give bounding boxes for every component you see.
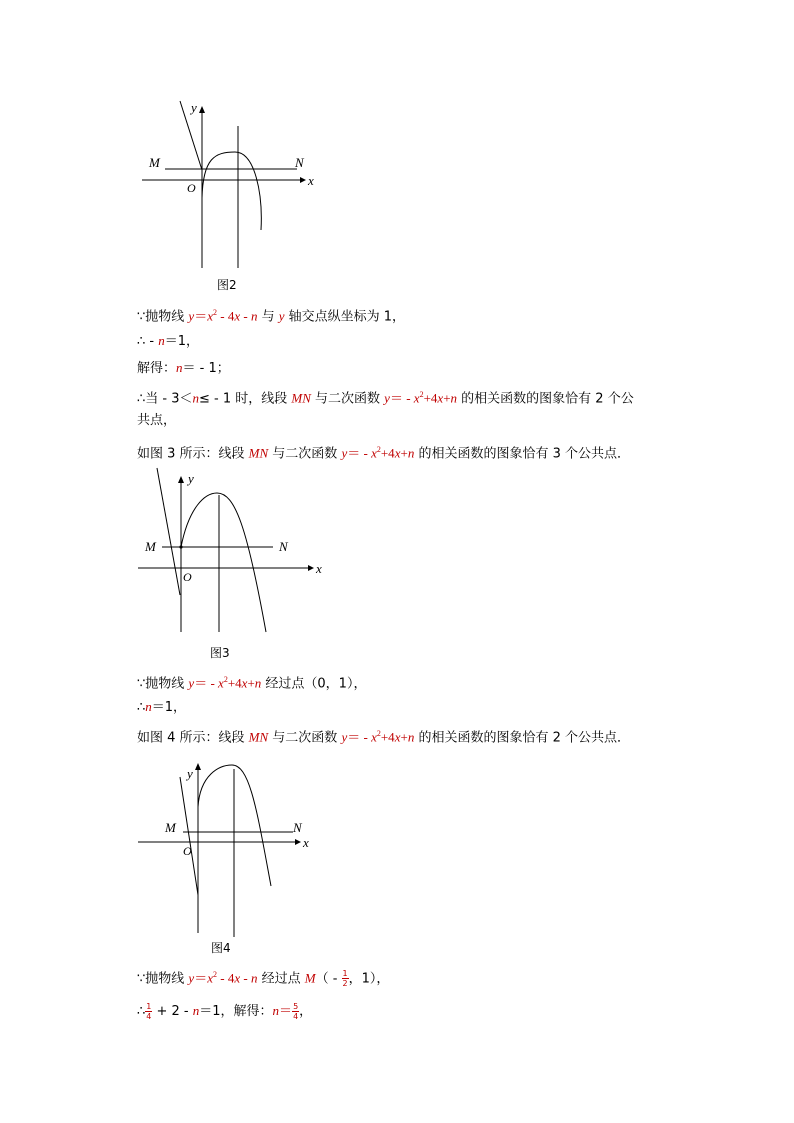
figure-4	[135, 755, 335, 937]
steep-line	[180, 777, 198, 895]
x-axis-arrow-icon	[295, 839, 301, 845]
text-line-9: ∵抛物线 $y=x^2 - 4x - n$ 经过点 M（ - $\frac{1}{2}$ ，1），	[137, 969, 390, 989]
figure-2-graph	[135, 98, 325, 273]
figure-2-caption: 图2	[217, 278, 237, 292]
label-n: N	[295, 155, 304, 170]
text-line-5: 如图 3 所示：线段 MN 与二次函数 $y= - x^2+4x+n$ 的相关函数的图象恰有 3 个公共点．	[137, 445, 630, 462]
label-origin: O	[187, 181, 196, 195]
label-y: y	[187, 766, 193, 781]
text-line-4: ∴当 - 3＜n≤ - 1 时，线段 MN 与二次函数 $y= - x^2+4x+n$ 的相关函数的图象恰有 2 个公	[137, 390, 634, 407]
label-origin: O	[183, 570, 192, 584]
fraction-one-quarter: $\frac{1}{4}$	[146, 1002, 152, 1021]
figure-3-graph	[135, 465, 335, 637]
figure-4-graph	[135, 755, 335, 937]
y-axis-arrow-icon	[195, 763, 201, 770]
label-origin: O	[183, 844, 192, 858]
text-line-4-cont: 共点，	[137, 413, 177, 428]
label-m: M	[165, 820, 176, 835]
label-y: y	[191, 100, 197, 115]
text-line-6: ∵抛物线 $y= - x^2+4x+n$ 经过点（0，1），	[137, 675, 367, 692]
fraction-one-half: $\frac{1}{2}$	[342, 969, 348, 989]
x-axis-arrow-icon	[300, 177, 306, 183]
intersection-point	[179, 545, 182, 548]
label-m: M	[149, 155, 160, 170]
text-line-3: 解得：n＝ - 1；	[137, 360, 230, 376]
text-line-8: 如图 4 所示：线段 MN 与二次函数 $y= - x^2+4x+n$ 的相关函数的图象恰有 2 个公共点．	[137, 729, 630, 746]
text-line-7: ∴n＝1，	[137, 699, 187, 715]
label-n: N	[293, 820, 302, 835]
figure-3	[135, 465, 335, 637]
y-axis-arrow-icon	[199, 106, 205, 113]
label-y: y	[188, 471, 194, 486]
text-line-2: ∴ - n＝1，	[137, 333, 200, 349]
label-x: x	[303, 835, 309, 850]
figure-4-caption: 图4	[211, 941, 231, 955]
label-m: M	[145, 539, 156, 554]
label-x: x	[308, 173, 314, 188]
label-x: x	[316, 561, 322, 576]
fraction-five-quarters: $\frac{5}{4}$	[293, 1002, 299, 1021]
text-line-1: ∵抛物线 $y=x^2 - 4x - n$ 与 y 轴交点纵坐标为 1，	[137, 308, 406, 325]
label-n: N	[279, 539, 288, 554]
figure-3-caption: 图3	[210, 646, 230, 660]
y-axis-arrow-icon	[178, 476, 184, 483]
x-axis-arrow-icon	[308, 565, 314, 571]
parabola-curve	[202, 152, 261, 230]
parabola-curve	[181, 493, 266, 632]
text-line-10: ∴ $\frac{1}{4}$ + 2 - n＝1，解得：n＝ $\frac{5}{4}$ ，	[137, 1002, 313, 1021]
steep-line	[157, 468, 180, 595]
figure-2	[135, 98, 325, 273]
